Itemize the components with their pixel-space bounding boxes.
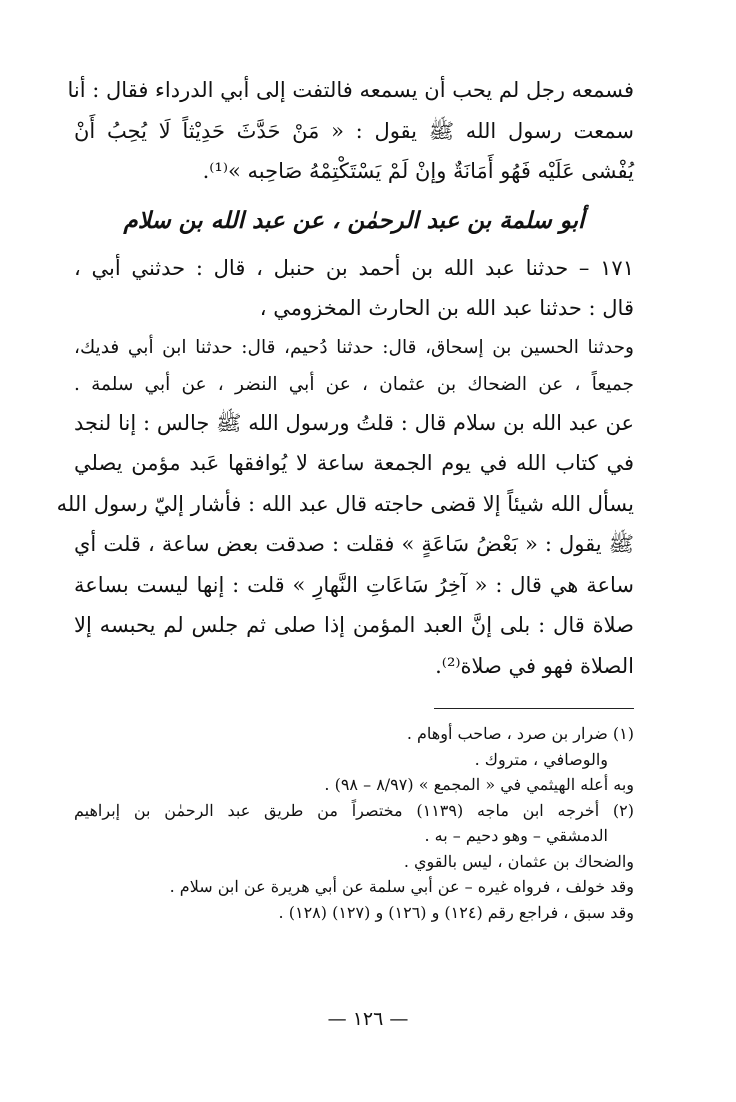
footnote-line: وبه أعله الهيثمي في « المجمع » (٨/٩٧ – ٩٨) . bbox=[324, 775, 634, 794]
section-heading: أبو سلمة بن عبد الرحمٰن ، عن عبد الله بن سلام bbox=[123, 206, 585, 234]
footnote-line: (٢) أخرجه ابن ماجه (١١٣٩) مختصراً من طريق عبد الرحمٰن بن إبراهيم bbox=[74, 800, 635, 820]
footnote-line: وقد سبق ، فراجع رقم (١٢٤) و (١٢٦) و (١٢٧) (١٢٨) . bbox=[278, 902, 634, 922]
footnote-line: وقد خولف ، فرواه غيره – عن أبي سلمة عن أبي هريرة عن ابن سلام . bbox=[169, 877, 634, 896]
intro-paragraph bbox=[67, 70, 634, 192]
text-line: الصلاة فهو في صلاة⁽²⁾. bbox=[435, 653, 634, 678]
footnote-line: والضحاك بن عثمان ، ليس بالقوي . bbox=[403, 851, 634, 871]
page-content bbox=[56, 70, 635, 925]
text-line: قال : حدثنا عبد الله بن الحارث المخزومي ، bbox=[259, 296, 634, 320]
footnote-line: (١) ضرار بن صرد ، صاحب أوهام . bbox=[406, 724, 634, 743]
footnotes bbox=[74, 721, 634, 925]
text-line-small: وحدثنا الحسين بن إسحاق، قال: حدثنا دُحيم، قال: حدثنا ابن أبي فديك، bbox=[74, 336, 634, 358]
footnote-line: والوصافي ، متروك . bbox=[474, 749, 608, 769]
hadith-matn bbox=[56, 403, 634, 687]
text-line: صلاة قال : بلى إنَّ العبد المؤمن إذا صلى ثم جلس لم يحبسه إلا bbox=[74, 613, 634, 637]
text-line: عن عبد الله بن سلام قال : قلتُ ورسول الله ﷺ جالس : إنا لنجد bbox=[74, 410, 634, 435]
text-line: يسأل الله شيئاً إلا قضى حاجته قال عبد الله : فأشار إليّ رسول الله bbox=[56, 491, 634, 516]
footnote-divider bbox=[434, 708, 634, 709]
page-number: — ١٢٦ — bbox=[327, 1008, 409, 1030]
text-line: سمعت رسول الله ﷺ يقول : « مَنْ حَدَّثَ حَدِيْثاً لَا يُحِبُ أَنْ bbox=[74, 118, 634, 143]
text-line: ﷺ يقول : « بَعْضُ سَاعَةٍ » فقلت : صدقت بعض ساعة ، قلت أي bbox=[74, 532, 634, 556]
footnote-line: الدمشقي – وهو دحيم – به . bbox=[424, 826, 608, 845]
text-line: فسمعه رجل لم يحب أن يسمعه فالتفت إلى أبي الدرداء فقال : أنا bbox=[67, 78, 634, 102]
text-line: ١٧١ – حدثنا عبد الله بن أحمد بن حنبل ، قال : حدثني أبي ، bbox=[74, 255, 634, 280]
text-line: يُفْشى عَلَيْه فَهُو أَمَانَةٌ وإنْ لَمْ يَسْتَكْتِمْهُ صَاحِبه »⁽¹⁾. bbox=[202, 159, 634, 183]
text-line: ساعة هي قال : « آخِرُ سَاعَاتِ النَّهارِ » قلت : إنها ليست بساعة bbox=[74, 572, 634, 597]
hadith-isnad bbox=[74, 248, 634, 403]
text-line: في كتاب الله في يوم الجمعة ساعة لا يُوافقها عَبد مؤمن يصلي bbox=[74, 451, 634, 475]
text-line-small: جميعاً ، عن الضحاك بن عثمان ، عن أبي النضر ، عن أبي سلمة . bbox=[74, 373, 634, 395]
